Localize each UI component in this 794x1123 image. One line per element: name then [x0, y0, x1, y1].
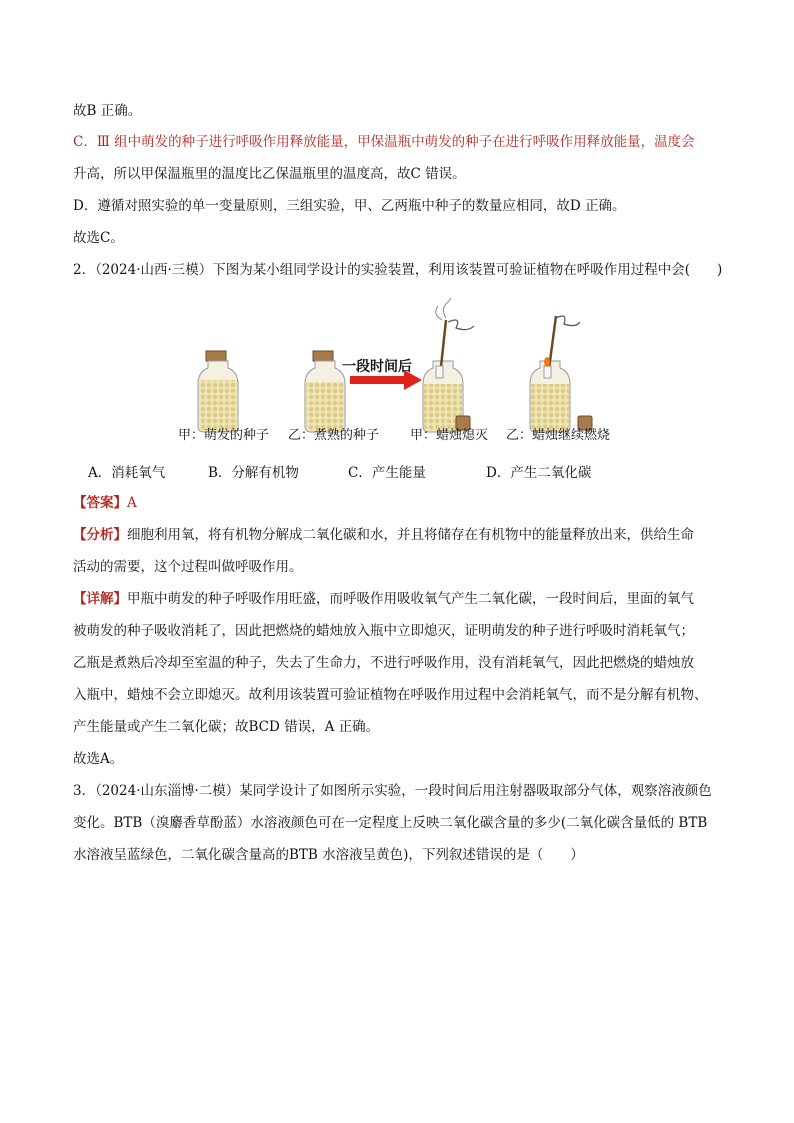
q2-option-d: D．产生二氧化碳 [486, 465, 592, 481]
q2-detail-line2: 被萌发的种子吸收消耗了，因此把燃烧的蜡烛放入瓶中立即熄灭，证明萌发的种子进行呼吸时消耗氧气； [73, 623, 694, 639]
prev-option-d: D．遵循对照实验的单一变量原则，三组实验，甲、乙两瓶中种子的数量应相同，故D 正确。 [73, 198, 626, 214]
q2-option-c: C．产生能量 [348, 465, 426, 481]
q2-answer [73, 493, 733, 513]
jar-jia-candle-out [423, 298, 474, 432]
caption-jia-seeds: 甲：萌发的种子 [178, 428, 270, 443]
prev-b-conclusion: 故B 正确。 [73, 103, 142, 119]
q2-detail-line5: 产生能量或产生二氧化碳；故BCD 错误，A 正确。 [73, 719, 380, 735]
prev-choose: 故选C。 [73, 230, 124, 246]
jar-jia-seeds [198, 351, 238, 432]
detail-tag: 【详解】 [73, 591, 127, 607]
q2-choose: 故选A。 [73, 751, 124, 767]
q2-option-a: A．消耗氧气 [88, 465, 166, 481]
q2-experiment-figure [170, 298, 630, 448]
q2-detail-line3: 乙瓶是煮熟后冷却至室温的种子，失去了生命力，不进行呼吸作用，没有消耗氧气，因此把燃烧的蜡烛放 [73, 655, 694, 671]
q2-stem: 2．（2024·山西·三模）下图为某小组同学设计的实验装置，利用该装置可验证植物在呼吸作用过程中会( ) [73, 262, 723, 278]
caption-yi-seeds: 乙：煮熟的种子 [288, 428, 380, 443]
analysis-text-1: 细胞利用氧，将有机物分解成二氧化碳和水，并且将储存在有机物中的能量释放出来，供给生命 [127, 527, 694, 543]
q2-detail-line4: 入瓶中，蜡烛不会立即熄灭。故利用该装置可验证植物在呼吸作用过程中会消耗氧气，而不是分解有机物、 [73, 687, 708, 703]
q3-stem-line1: 3．（2024·山东淄博·二模）某同学设计了如图所示实验，一段时间后用注射器吸取部分气体，观察溶液颜色 [73, 783, 712, 799]
q3-stem-line3: 水溶液呈蓝绿色，二氧化碳含量高的BTB 水溶液呈黄色)，下列叙述错误的是（ ） [73, 847, 584, 863]
analysis-tag: 【分析】 [73, 527, 127, 543]
jar-yi-seeds [305, 351, 345, 432]
prev-option-c-line2: 升高，所以甲保温瓶里的温度比乙保温瓶里的温度高，故C 错误。 [73, 166, 466, 182]
q3-stem-line2: 变化。BTB（溴麝香草酚蓝）水溶液颜色可在一定程度上反映二氧化碳含量的多少(二氧化碳含量低的 BTB [73, 815, 708, 831]
caption-yi-candle: 乙：蜡烛继续燃烧 [506, 428, 611, 443]
prev-option-c-line1: C．Ⅲ 组中萌发的种子进行呼吸作用释放能量，甲保温瓶中萌发的种子在进行呼吸作用释放能量，温度会 [73, 134, 695, 150]
jar-yi-candle-burning [530, 316, 592, 432]
q2-detail-line1 [73, 589, 733, 609]
answer-value: A [127, 495, 137, 511]
q2-analysis-line1 [73, 525, 733, 545]
answer-tag: 【答案】 [73, 495, 127, 511]
q2-options [88, 461, 728, 483]
q2-analysis-line2: 活动的需要，这个过程叫做呼吸作用。 [73, 559, 303, 575]
detail-text-1: 甲瓶中萌发的种子呼吸作用旺盛，而呼吸作用吸收氧气产生二氧化碳，一段时间后，里面的氧气 [127, 591, 694, 607]
arrow-label: 一段时间后 [342, 359, 412, 375]
caption-jia-candle: 甲：蜡烛熄灭 [410, 428, 489, 443]
q2-option-b: B．分解有机物 [208, 465, 299, 481]
